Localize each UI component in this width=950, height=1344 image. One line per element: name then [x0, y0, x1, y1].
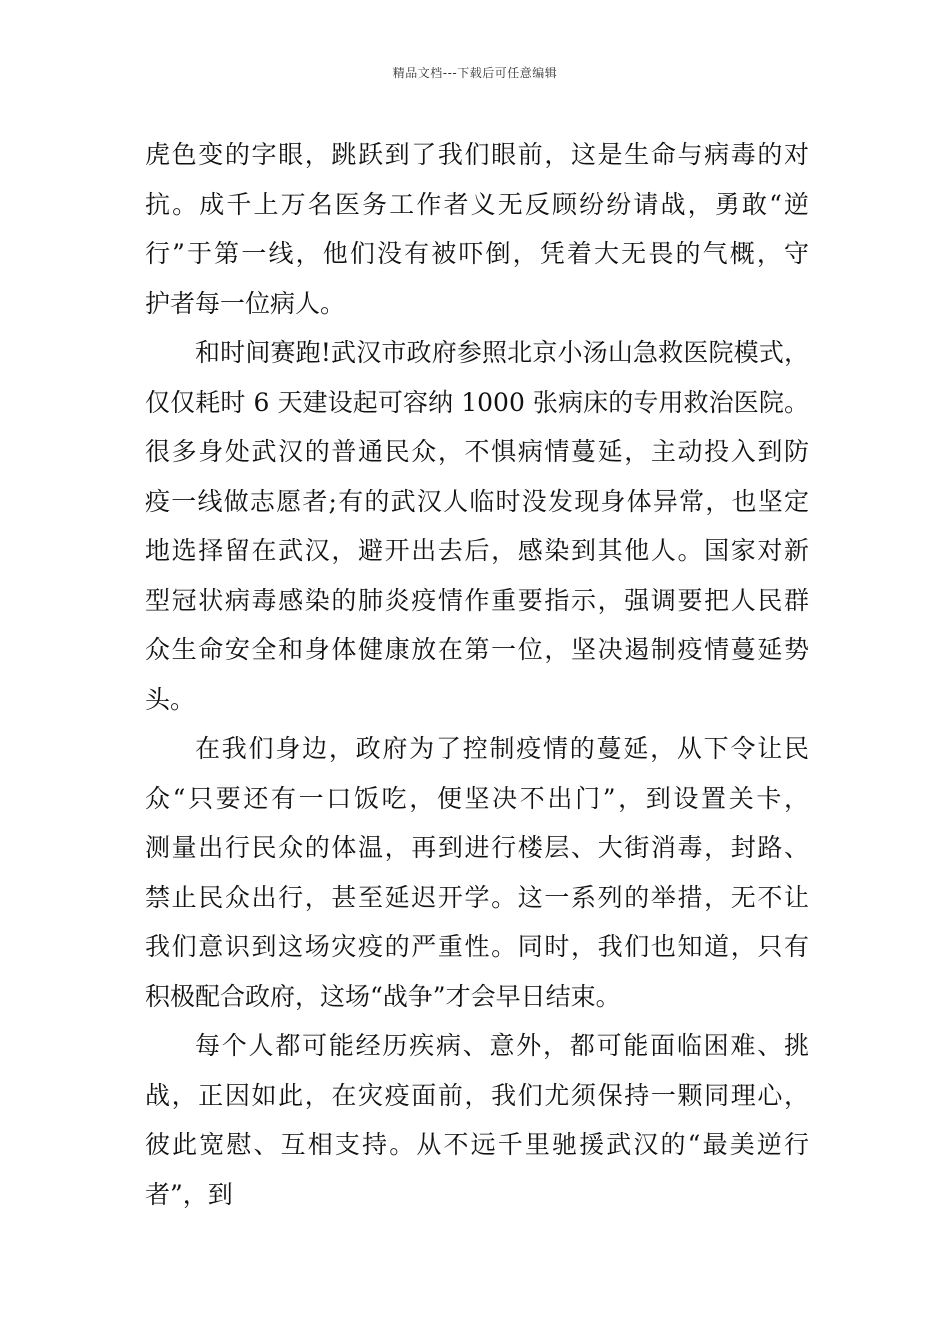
document-body: [145, 130, 809, 1219]
text-line: 者”，到: [145, 1179, 233, 1209]
text-line: 行”于第一线，他们没有被吓倒，凭着大无畏的气概，守: [145, 239, 809, 268]
text-line: 禁止民众出行，甚至延迟开学。这一系列的举措，无不让: [145, 882, 809, 912]
text-line: 虎色变的字眼，跳跃到了我们眼前，这是生命与病毒的对: [145, 140, 809, 169]
text-line: 积极配合政府，这场“战争”才会早日结束。: [145, 981, 621, 1011]
text-line: 每个人都可能经历疾病、意外，都可能面临困难、挑: [195, 1031, 809, 1060]
paragraph-3: [145, 724, 809, 1021]
text-line: 众生命安全和身体健康放在第一位，坚决遏制疫情蔓延势: [145, 635, 809, 664]
paragraph-4: [145, 1021, 809, 1219]
paragraph-1: [145, 130, 809, 328]
text-line: 测量出行民众的体温，再到进行楼层、大街消毒，封路、: [145, 833, 809, 862]
text-line: 我们意识到这场灾疫的严重性。同时，我们也知道，只有: [145, 932, 809, 961]
page-header: 精品文档---下载后可任意编辑: [392, 66, 558, 80]
text-line: 头。: [145, 684, 196, 714]
text-line: 型冠状病毒感染的肺炎疫情作重要指示，强调要把人民群: [145, 585, 809, 615]
text-line: 战，正因如此，在灾疫面前，我们尤须保持一颗同理心，: [145, 1080, 809, 1110]
text-line: 仅仅耗时 6 天建设起可容纳 1000 张病床的专用救治医院。: [145, 387, 809, 417]
text-line: 很多身处武汉的普通民众，不惧病情蔓延，主动投入到防: [145, 437, 809, 466]
text-line: 疫一线做志愿者;有的武汉人临时没发现身体异常，也坚定: [145, 486, 809, 516]
text-line: 地选择留在武汉，避开出去后，感染到其他人。国家对新: [145, 536, 809, 565]
text-line: 抗。成千上万名医务工作者义无反顾纷纷请战，勇敢“逆: [145, 189, 809, 219]
text-line: 众“只要还有一口饭吃，便坚决不出门”，到设置关卡，: [145, 783, 809, 813]
text-line: 彼此宽慰、互相支持。从不远千里驰援武汉的“最美逆行: [145, 1130, 809, 1159]
text-line: 和时间赛跑!武汉市政府参照北京小汤山急救医院模式，: [195, 338, 809, 367]
text-line: 在我们身边，政府为了控制疫情的蔓延，从下令让民: [195, 734, 809, 763]
text-line: 护者每一位病人。: [145, 288, 346, 318]
paragraph-2: [145, 328, 809, 724]
